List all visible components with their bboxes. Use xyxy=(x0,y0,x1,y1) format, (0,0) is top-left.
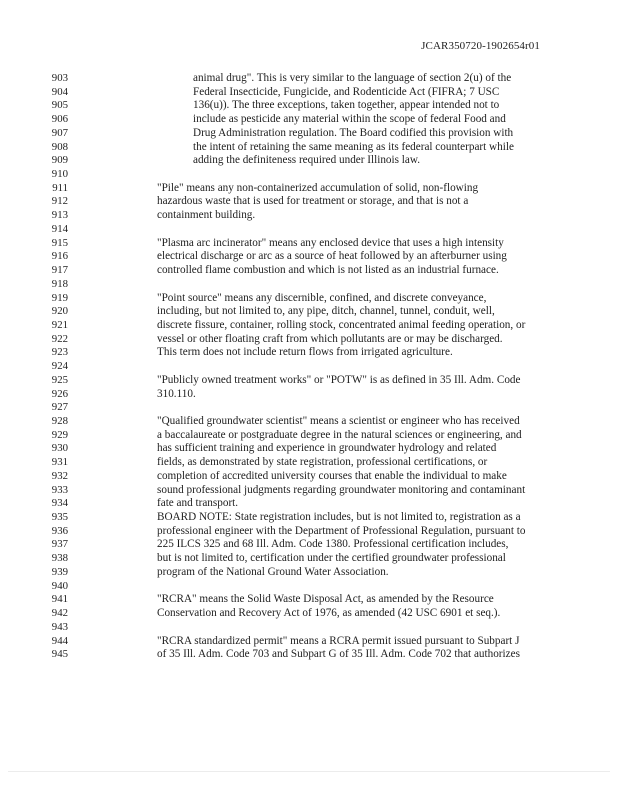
document-line xyxy=(0,592,618,606)
line-number: 919 xyxy=(51,291,68,304)
line-number: 908 xyxy=(51,140,68,153)
line-text: a baccalaureate or postgraduate degree in the natural sciences or engineering, and xyxy=(157,428,522,441)
line-text: adding the definiteness required under Illinois law. xyxy=(193,154,420,167)
line-number: 937 xyxy=(51,538,68,551)
document-line xyxy=(0,373,618,387)
line-number: 934 xyxy=(51,497,68,510)
line-number: 922 xyxy=(51,332,68,345)
document-id-header: JCAR350720-1902654r01 xyxy=(421,40,540,52)
line-number: 924 xyxy=(51,360,68,373)
line-text: completion of accredited university courses that enable the individual to make xyxy=(157,469,507,482)
line-number: 942 xyxy=(51,607,68,620)
document-line xyxy=(0,579,618,593)
line-text: 136(u)). The three exceptions, taken together, appear intended not to xyxy=(193,99,500,112)
line-number: 940 xyxy=(51,579,68,592)
document-line xyxy=(0,387,618,401)
line-text: Drug Administration regulation. The Board codified this provision with xyxy=(193,126,514,139)
document-line xyxy=(0,441,618,455)
document-line xyxy=(0,524,618,538)
line-text: the intent of retaining the same meaning as its federal counterpart while xyxy=(193,140,514,153)
line-number: 905 xyxy=(51,99,68,112)
document-line xyxy=(0,222,618,236)
line-number: 904 xyxy=(51,85,68,98)
line-text: "Qualified groundwater scientist" means a scientist or engineer who has received xyxy=(157,415,520,427)
line-number: 941 xyxy=(51,593,68,606)
line-text: sound professional judgments regarding groundwater monitoring and contaminant xyxy=(157,483,526,496)
line-text: hazardous waste that is used for treatment or storage, and that is not a xyxy=(157,195,469,208)
line-number: 938 xyxy=(51,552,68,565)
line-text: BOARD NOTE: State registration includes, but is not limited to, registration as a xyxy=(157,511,521,524)
line-number: 921 xyxy=(51,318,68,331)
line-number: 917 xyxy=(51,264,68,277)
line-text: of 35 Ill. Adm. Code 703 and Subpart G of 35 Ill. Adm. Code 702 that authorizes xyxy=(157,648,520,661)
line-number: 930 xyxy=(51,442,68,455)
line-number: 932 xyxy=(51,469,68,482)
line-number: 931 xyxy=(51,456,68,469)
document-line xyxy=(0,85,618,99)
document-line xyxy=(0,428,618,442)
document-line xyxy=(0,153,618,167)
line-text: vessel or other floating craft from which pollutants are or may be discharged. xyxy=(157,332,503,345)
line-number: 926 xyxy=(51,387,68,400)
document-line xyxy=(0,345,618,359)
document-line xyxy=(0,537,618,551)
document-line xyxy=(0,414,618,428)
document-line xyxy=(0,291,618,305)
document-line xyxy=(0,236,618,250)
line-text: This term does not include return flows from irrigated agriculture. xyxy=(157,346,453,359)
line-number: 918 xyxy=(51,277,68,290)
document-line xyxy=(0,126,618,140)
line-number: 939 xyxy=(51,565,68,578)
document-line xyxy=(0,634,618,648)
document-line xyxy=(0,194,618,208)
line-number: 909 xyxy=(51,154,68,167)
line-text: animal drug". This is very similar to the language of section 2(u) of the xyxy=(193,72,512,84)
line-number: 929 xyxy=(51,428,68,441)
line-text: 310.110. xyxy=(157,387,196,400)
document-line xyxy=(0,304,618,318)
document-line xyxy=(0,455,618,469)
document-line xyxy=(0,359,618,373)
document-line xyxy=(0,167,618,181)
document-line xyxy=(0,318,618,332)
line-text: "Point source" means any discernible, confined, and discrete conveyance, xyxy=(157,291,487,304)
line-number: 906 xyxy=(51,113,68,126)
document-line xyxy=(0,510,618,524)
line-text: but is not limited to, certification under the certified groundwater professional xyxy=(157,552,506,565)
document-line xyxy=(0,98,618,112)
document-line xyxy=(0,551,618,565)
line-number: 912 xyxy=(51,195,68,208)
line-text: 225 ILCS 325 and 68 Ill. Adm. Code 1380. Professional certification includes, xyxy=(157,538,509,551)
line-text: discrete fissure, container, rolling stock, concentrated animal feeding operation, or xyxy=(157,318,526,331)
line-text: fields, as demonstrated by state registration, professional certifications, or xyxy=(157,456,488,469)
line-number: 911 xyxy=(52,181,68,194)
document-line xyxy=(0,647,618,661)
line-text: Conservation and Recovery Act of 1976, as amended (42 USC 6901 et seq.). xyxy=(157,607,501,620)
line-number: 915 xyxy=(51,236,68,249)
document-line xyxy=(0,620,618,634)
line-text: containment building. xyxy=(157,209,256,222)
line-number: 927 xyxy=(51,401,68,414)
document-line xyxy=(0,565,618,579)
line-number: 933 xyxy=(51,483,68,496)
line-number: 920 xyxy=(51,305,68,318)
line-number: 903 xyxy=(51,72,68,84)
document-line xyxy=(0,332,618,346)
line-number: 943 xyxy=(51,620,68,633)
line-text: program of the National Ground Water Association. xyxy=(157,565,389,578)
line-text: Federal Insecticide, Fungicide, and Rodenticide Act (FIFRA; 7 USC xyxy=(193,85,500,98)
line-text: "Publicly owned treatment works" or "POTW" is as defined in 35 Ill. Adm. Code xyxy=(157,373,521,386)
line-text: professional engineer with the Department of Professional Regulation, pursuant to xyxy=(157,524,526,537)
line-number: 944 xyxy=(51,634,68,647)
line-number: 925 xyxy=(51,373,68,386)
document-line xyxy=(0,208,618,222)
line-text: "Pile" means any non-containerized accumulation of solid, non-flowing xyxy=(157,181,479,194)
document-line xyxy=(0,496,618,510)
line-text: "RCRA" means the Solid Waste Disposal Act, as amended by the Resource xyxy=(157,593,494,606)
line-number: 914 xyxy=(51,222,68,235)
line-number: 936 xyxy=(51,524,68,537)
line-number: 928 xyxy=(51,415,68,427)
document-line xyxy=(0,140,618,154)
line-number: 910 xyxy=(51,168,68,181)
document-line xyxy=(0,469,618,483)
document-line xyxy=(0,606,618,620)
page-bottom-divider xyxy=(8,771,610,772)
line-text: has sufficient training and experience in groundwater hydrology and related xyxy=(157,442,497,455)
line-text: "Plasma arc incinerator" means any enclosed device that uses a high intensity xyxy=(157,236,504,249)
document-line xyxy=(0,249,618,263)
line-text: include as pesticide any material within the scope of federal Food and xyxy=(193,113,506,126)
line-number: 935 xyxy=(51,511,68,524)
line-text: "RCRA standardized permit" means a RCRA permit issued pursuant to Subpart J xyxy=(157,634,520,647)
document-line xyxy=(0,181,618,195)
line-text: fate and transport. xyxy=(157,497,239,510)
document-line xyxy=(0,483,618,497)
line-text: including, but not limited to, any pipe, ditch, channel, tunnel, conduit, well, xyxy=(157,305,495,318)
document-line xyxy=(0,277,618,291)
document-line xyxy=(0,400,618,414)
line-text: controlled flame combustion and which is not listed as an industrial furnace. xyxy=(157,264,499,277)
line-number: 916 xyxy=(51,250,68,263)
line-number: 945 xyxy=(51,648,68,661)
line-number: 913 xyxy=(51,209,68,222)
line-number: 907 xyxy=(51,126,68,139)
document-line xyxy=(0,112,618,126)
line-text: electrical discharge or arc as a source of heat followed by an afterburner using xyxy=(157,250,507,263)
document-line xyxy=(0,263,618,277)
line-number: 923 xyxy=(51,346,68,359)
document-line xyxy=(0,71,618,85)
